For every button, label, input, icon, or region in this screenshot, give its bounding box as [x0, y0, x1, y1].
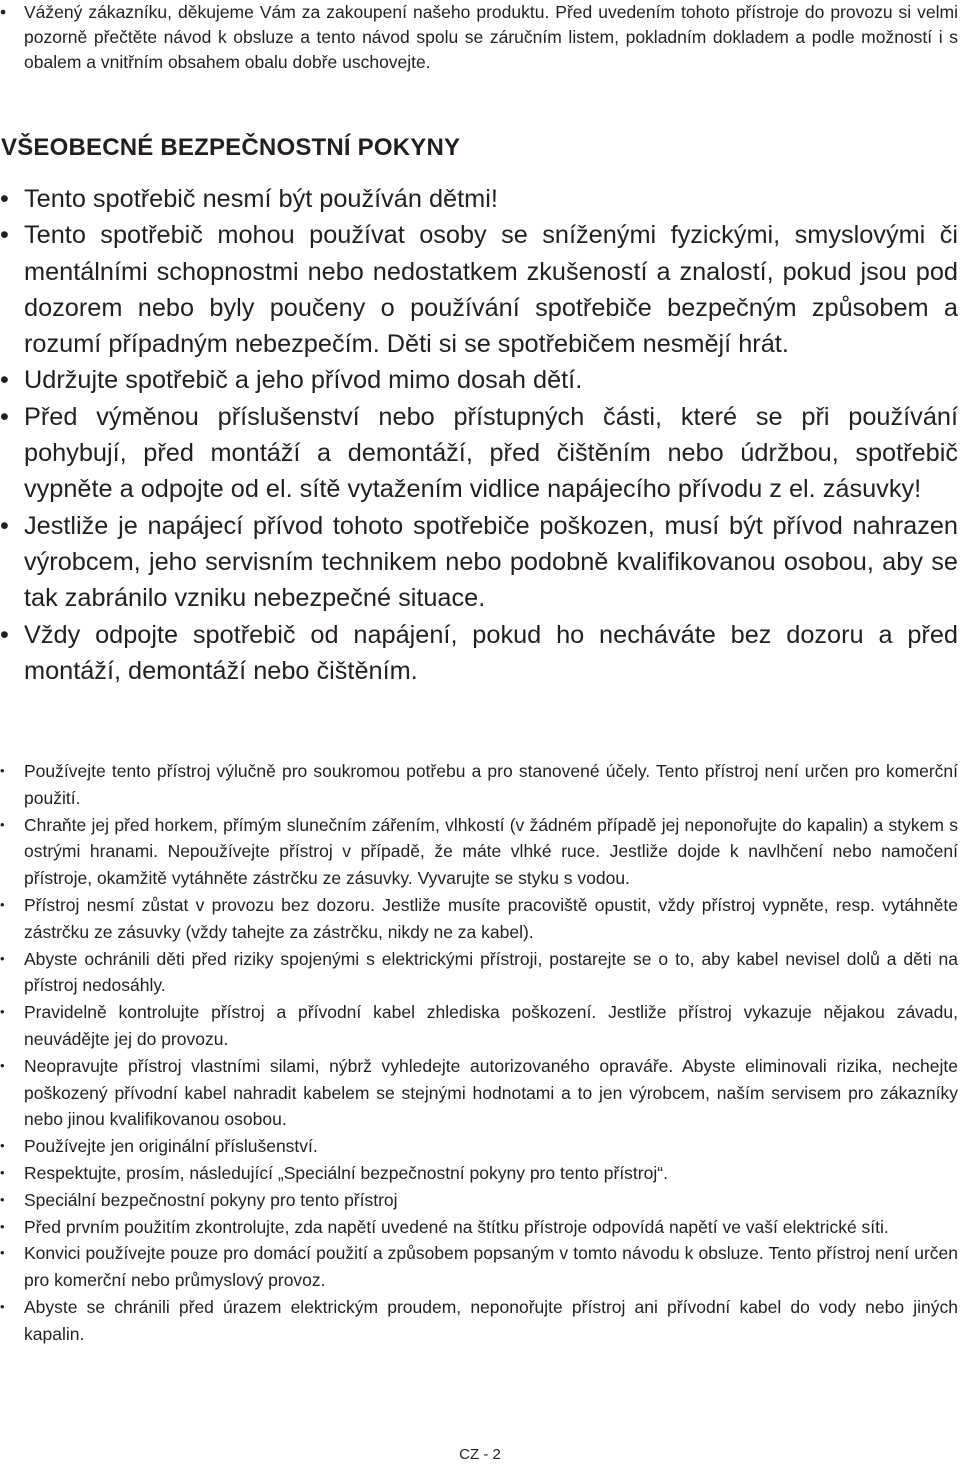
- list-item-text: Tento spotřebič mohou používat osoby se sníženými fyzickými, smyslovými či mentálními schopnostmi nebo nedostatkem zkušeností a znalostí, pokud jsou pod dozorem nebo byly poučeny o používání spotřebiče bezpečným způsobem a rozumí případným nebezpečím. Děti si se spotřebičem nesmějí hrát.: [24, 221, 958, 359]
- bullet-glyph: •: [0, 185, 9, 213]
- intro-list: [0, 0, 958, 75]
- safety-list-large: [0, 181, 958, 689]
- list-item-text: Respektujte, prosím, následující „Speciální bezpečnostní pokyny pro tento přístroj“.: [24, 1162, 668, 1183]
- bullet-glyph: •: [0, 2, 7, 22]
- list-item: [0, 617, 958, 690]
- bullet-glyph: •: [0, 402, 9, 431]
- list-item: [0, 812, 958, 892]
- list-item: [0, 362, 958, 398]
- list-item-text: Používejte tento přístroj výlučně pro soukromou potřebu a pro stanovené účely. Tento přístroj není určen pro komerční použití.: [24, 761, 958, 808]
- bullet-glyph: •: [0, 221, 9, 250]
- bullet-glyph: •: [0, 1004, 5, 1020]
- safety-list-small: [0, 758, 958, 1348]
- bullet-glyph: •: [0, 1245, 5, 1261]
- bullet-glyph: •: [0, 1298, 5, 1314]
- list-item: [0, 999, 958, 1053]
- list-item: [0, 508, 958, 617]
- list-item: [0, 1294, 958, 1348]
- bullet-glyph: •: [0, 366, 9, 395]
- list-item-text: Chraňte jej před horkem, přímým slunečním zářením, vlhkostí (v žádném případě jej neponořujte do kapalin) a stykem s ostrými hranami. Nepoužívejte přístroj v případě, že máte vlhké ruce. Jestliže dojde k navlhčení nebo namočení přístroje, okamžitě vytáhněte zástrčku ze zásuvky. Vyvarujte se styku s vodou.: [24, 814, 958, 889]
- list-item-text: Pravidelně kontrolujte přístroj a přívodní kabel zhlediska poškození. Jestliže přístroj vykazuje nějakou závadu, neuvádějte jej do provozu.: [24, 1002, 958, 1049]
- list-item-text: Speciální bezpečnostní pokyny pro tento přístroj: [24, 1189, 398, 1210]
- list-item: [0, 946, 958, 1000]
- list-item: [0, 0, 958, 75]
- bullet-glyph: •: [0, 1057, 5, 1073]
- list-item: [0, 758, 958, 812]
- bullet-glyph: •: [0, 1218, 5, 1234]
- list-item: [0, 399, 958, 508]
- list-item: [0, 892, 958, 946]
- bullet-glyph: •: [0, 620, 9, 649]
- list-item-text: Tento spotřebič nesmí být používán dětmi!: [24, 185, 498, 213]
- bullet-glyph: •: [0, 763, 5, 778]
- section-heading: VŠEOBECNÉ BEZPEČNOSTNÍ POKYNY: [1, 134, 461, 161]
- page-number: CZ - 2: [459, 1446, 501, 1463]
- bullet-glyph: •: [0, 950, 5, 966]
- list-item-text: Jestliže je napájecí přívod tohoto spotřebiče poškozen, musí být přívod nahrazen výrobcem, jeho servisním technikem nebo podobně kvalifikovanou osobou, aby se tak zabránilo vzniku nebezpečné situace.: [24, 511, 958, 613]
- list-item-text: Před prvním použitím zkontrolujte, zda napětí uvedené na štítku přístroje odpovídá napětí ve vaší elektrické síti.: [24, 1216, 889, 1237]
- list-item: [0, 217, 958, 362]
- list-item-text: Udržujte spotřebič a jeho přívod mimo dosah dětí.: [24, 366, 583, 395]
- list-item: [0, 1240, 958, 1294]
- page-footer: [0, 1446, 960, 1464]
- bullet-glyph: •: [0, 1164, 5, 1180]
- list-item: [0, 181, 958, 217]
- list-item-text: Před výměnou příslušenství nebo přístupných části, které se při používání pohybují, před montáží a demontáží, před čištěním nebo údržbou, spotřebič vypněte a odpojte od el. sítě vytažením vidlice napájecího přívodu z el. zásuvky!: [24, 402, 958, 504]
- list-item-text: Abyste se chránili před úrazem elektrickým proudem, neponořujte přístroj ani přívodní kabel do vody nebo jiných kapalin.: [24, 1296, 958, 1344]
- list-item-text: Používejte jen originální příslušenství.: [24, 1136, 318, 1157]
- list-item: [0, 1053, 958, 1133]
- bullet-glyph: •: [0, 1191, 5, 1207]
- list-item: [0, 1214, 958, 1241]
- intro-text: Vážený zákazníku, děkujeme Vám za zakoupení našeho produktu. Před uvedením tohoto přístroje do provozu si velmi pozorně přečtěte návod k obsluze a tento návod spolu se záručním listem, pokladním dokladem a podle možností i s obalem a vnitřním obsahem obalu dobře uschovejte.: [24, 2, 958, 72]
- list-item-text: Abyste ochránili děti před riziky spojenými s elektrickými přístroji, postarejte se o to, aby kabel nevisel dolů a děti na přístroj nedosáhly.: [24, 948, 958, 996]
- list-item: [0, 1160, 958, 1187]
- list-item: [0, 1133, 958, 1160]
- bullet-glyph: •: [0, 896, 5, 912]
- bullet-glyph: •: [0, 816, 5, 832]
- list-item-text: Neopravujte přístroj vlastními silami, nýbrž vyhledejte autorizovaného opraváře. Abyste eliminovali rizika, nechejte poškozený přívodní kabel nahradit kabelem se stejnými hodnotami a to jen výrobcem, naším servisem pro zákazníky nebo jinou kvalifikovanou osobou.: [24, 1055, 958, 1130]
- bullet-glyph: •: [0, 1138, 5, 1154]
- list-item-text: Konvici používejte pouze pro domácí použití a způsobem popsaným v tomto návodu k obsluze. Tento přístroj není určen pro komerční nebo průmyslový provoz.: [24, 1243, 958, 1291]
- list-item-text: Vždy odpojte spotřebič od napájení, pokud ho necháváte bez dozoru a před montáží, demontáží nebo čištěním.: [24, 620, 958, 685]
- list-item-text: Přístroj nesmí zůstat v provozu bez dozoru. Jestliže musíte pracoviště opustit, vždy přístroj vypněte, resp. vytáhněte zástrčku ze zásuvky (vždy tahejte za zástrčku, nikdy ne za kabel).: [24, 894, 958, 942]
- list-item: [0, 1187, 958, 1214]
- bullet-glyph: •: [0, 511, 9, 540]
